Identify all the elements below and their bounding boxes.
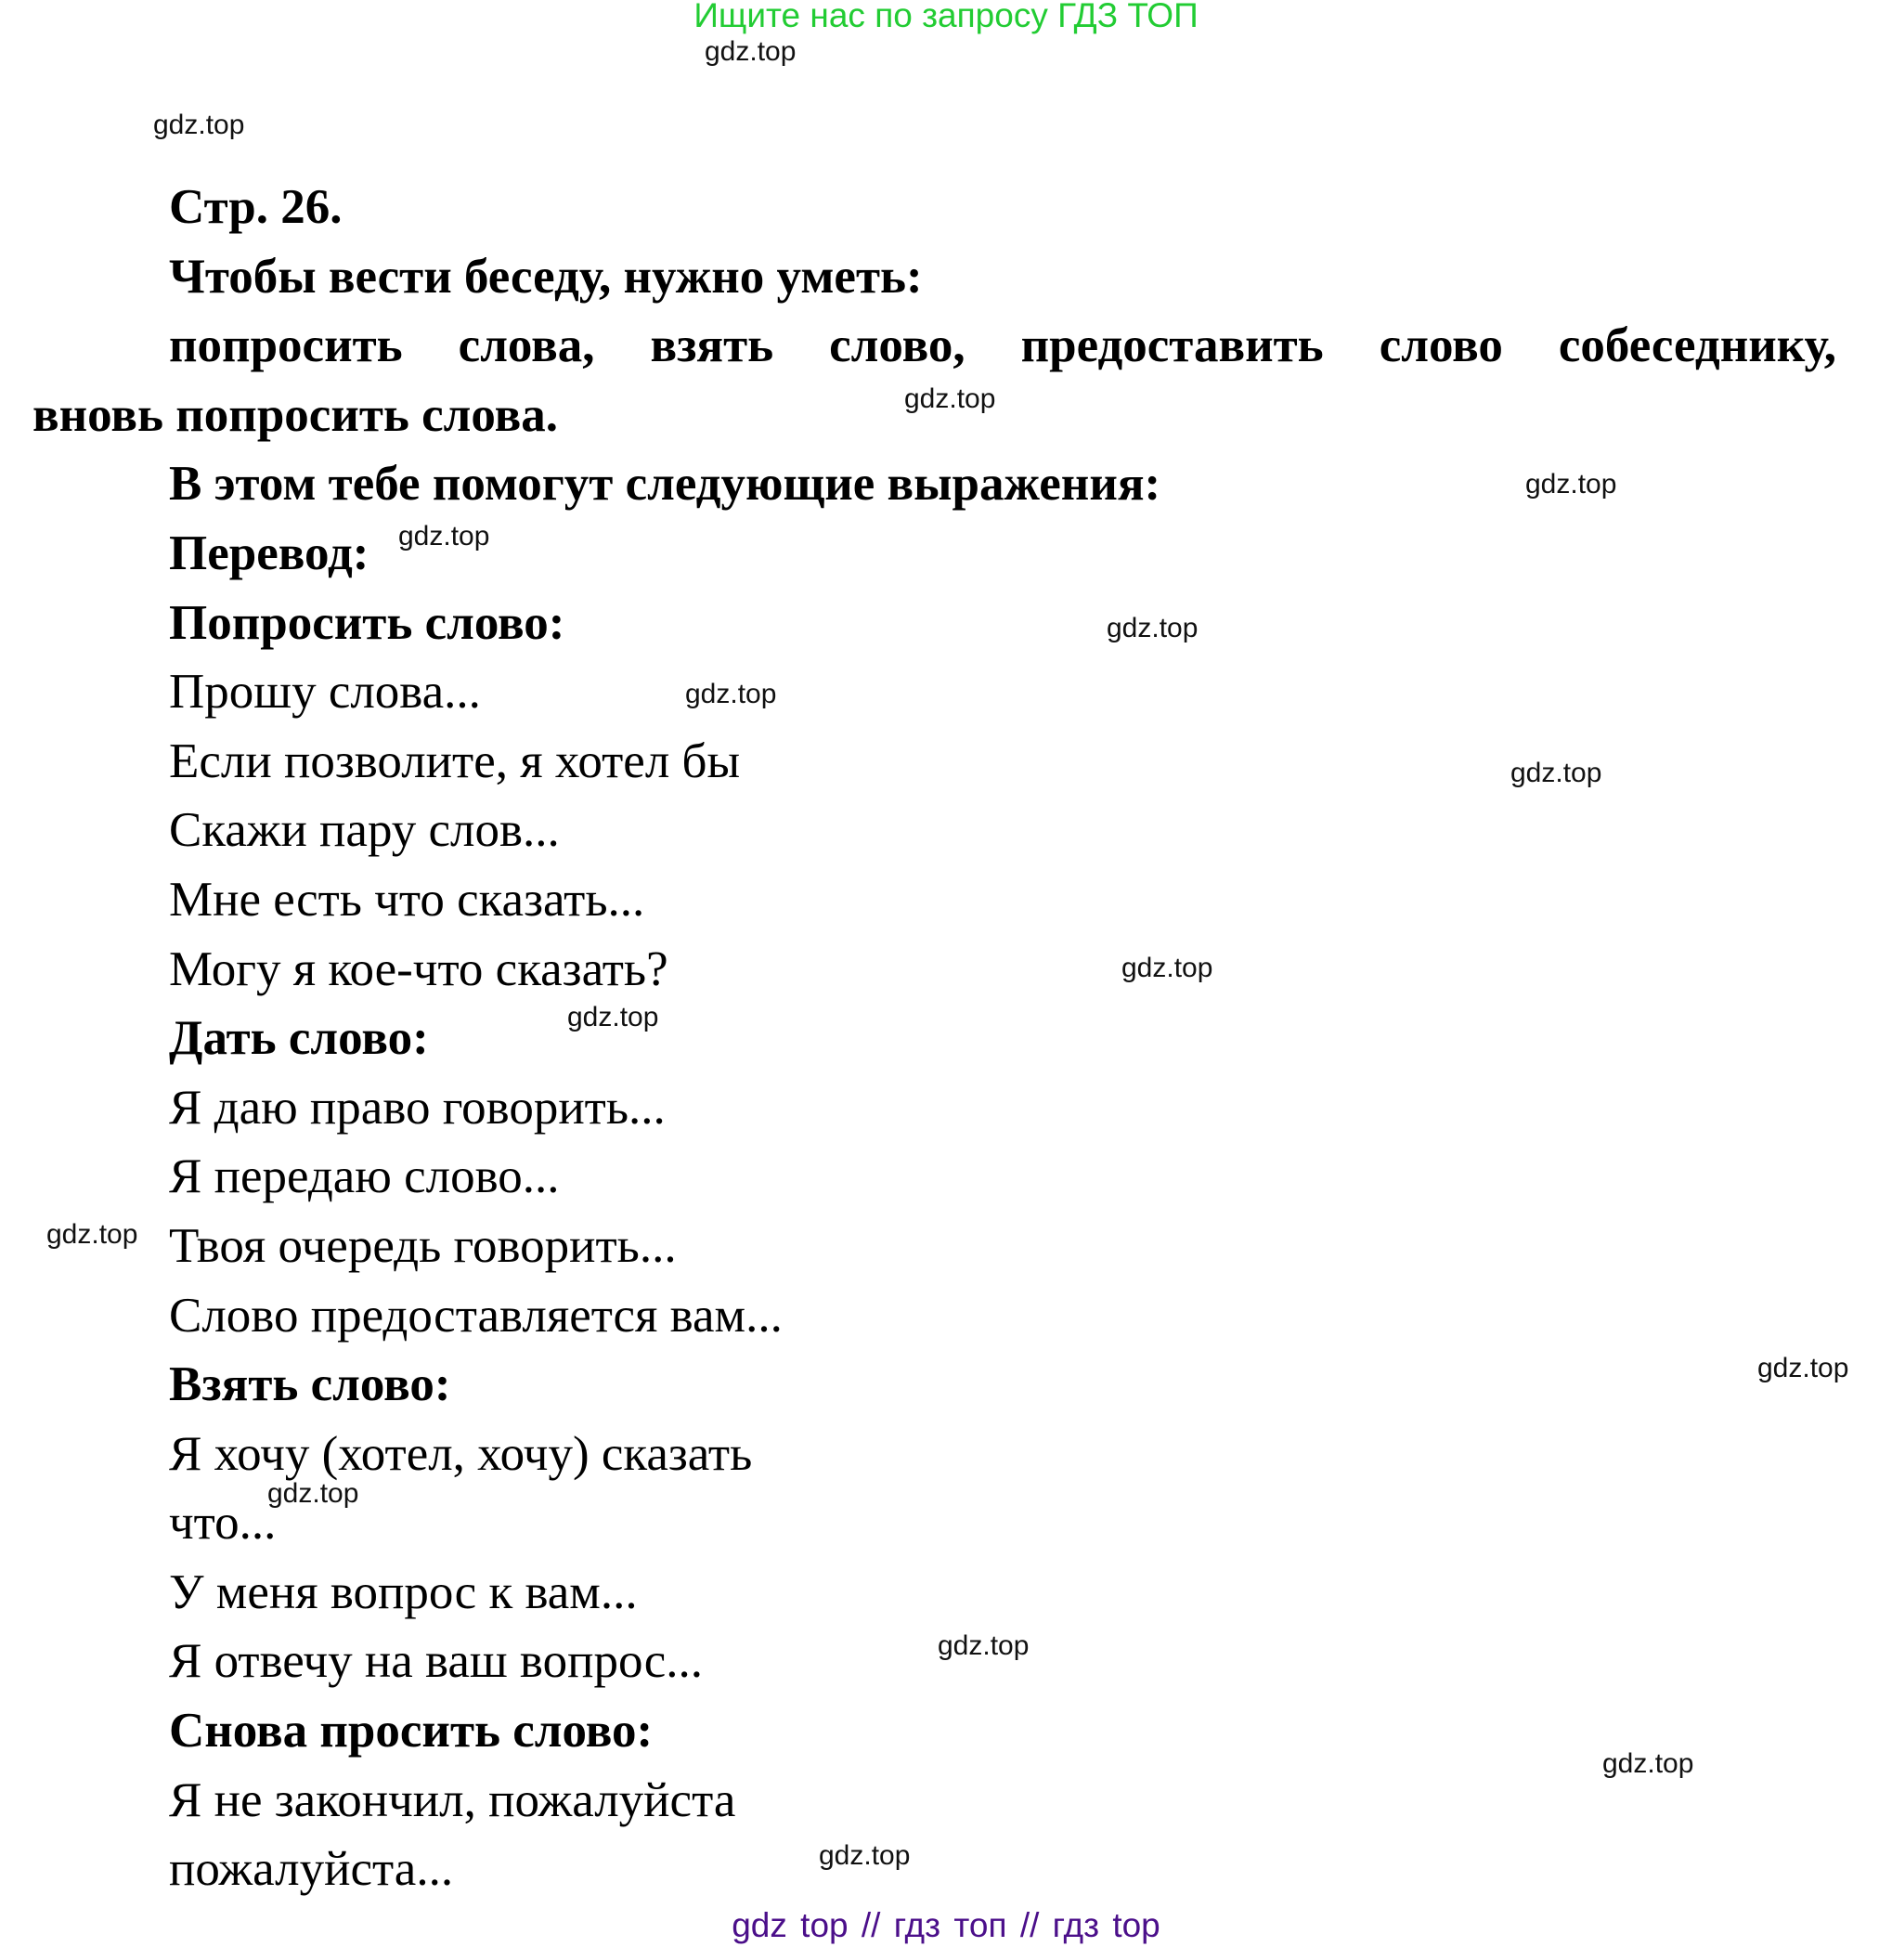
watermark: gdz.top xyxy=(153,110,245,140)
section-heading-again: Снова просить слово: xyxy=(169,1704,654,1759)
skills-line-1: попросить слова, взять слово, предоставить слово собеседнику, xyxy=(169,318,1836,373)
phrase: Я хочу (хотел, хочу) сказать xyxy=(169,1426,753,1481)
phrase: что... xyxy=(169,1496,277,1551)
phrase: Мне есть что сказать... xyxy=(169,872,645,927)
phrase: Могу я кое-что сказать? xyxy=(169,941,668,996)
phrase: Я даю право говорить... xyxy=(169,1080,666,1135)
section-heading-ask: Попросить слово: xyxy=(169,595,565,650)
watermark: gdz.top xyxy=(1510,758,1602,788)
watermark: gdz.top xyxy=(938,1630,1030,1661)
watermark: gdz.top xyxy=(567,1002,659,1032)
phrase: Я передаю слово... xyxy=(169,1149,560,1204)
phrase: пожалуйста... xyxy=(169,1842,454,1897)
watermark: gdz.top xyxy=(685,679,777,709)
phrase: Твоя очередь говорить... xyxy=(169,1218,677,1273)
watermark: gdz.top xyxy=(46,1219,138,1250)
phrase: У меня вопрос к вам... xyxy=(169,1564,638,1619)
watermark: gdz.top xyxy=(1525,469,1617,500)
watermark: gdz.top xyxy=(1757,1353,1849,1383)
watermark: gdz.top xyxy=(1107,613,1199,643)
section-heading-give: Дать слово: xyxy=(169,1011,429,1066)
watermark: gdz.top xyxy=(1121,953,1213,983)
section-heading-take: Взять слово: xyxy=(169,1357,451,1412)
translation-label: Перевод: xyxy=(169,526,369,580)
intro-text: Чтобы вести беседу, нужно уметь: xyxy=(169,249,923,304)
phrase: Прошу слова... xyxy=(169,665,481,720)
footer-links: gdz top // гдз топ // гдз top xyxy=(732,1906,1160,1944)
phrase: Я отвечу на ваш вопрос... xyxy=(169,1634,704,1689)
phrase: Слово предоставляется вам... xyxy=(169,1288,783,1343)
skills-line-2: вновь попросить слова. xyxy=(32,387,558,442)
watermark: gdz.top xyxy=(1602,1748,1694,1779)
phrase: Если позволите, я хотел бы xyxy=(169,733,741,788)
watermark: gdz.top xyxy=(819,1840,911,1871)
phrase: Я не закончил, пожалуйста xyxy=(169,1772,736,1827)
phrase: Скажи пару слов... xyxy=(169,803,560,858)
watermark: gdz.top xyxy=(267,1478,359,1509)
watermark: gdz.top xyxy=(398,521,490,552)
watermark: gdz.top xyxy=(705,36,797,67)
helper-text: В этом тебе помогут следующие выражения: xyxy=(169,457,1161,512)
search-banner: Ищите нас по запросу ГДЗ ТОП xyxy=(693,0,1199,34)
watermark: gdz.top xyxy=(904,383,996,414)
page-heading: Стр. 26. xyxy=(169,180,343,234)
